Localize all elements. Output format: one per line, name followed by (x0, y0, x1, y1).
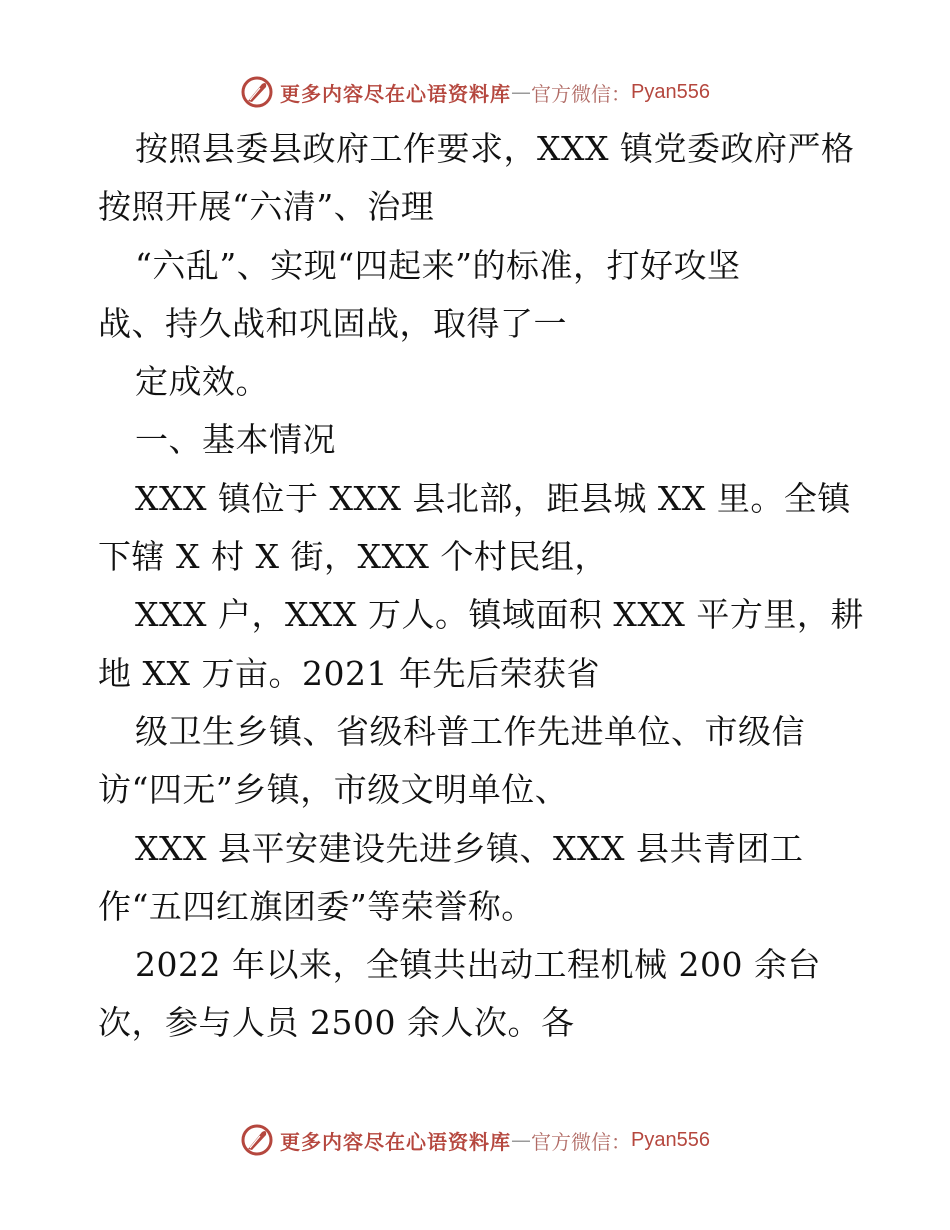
text-line: 战、持久战和巩固战，取得了一 (98, 303, 567, 343)
feather-pen-logo-icon (240, 1123, 274, 1157)
text-line: 级卫生乡镇、省级科普工作先进单位、市级信 (135, 711, 805, 751)
text-line: 访“四无”乡镇，市级文明单位、 (98, 770, 569, 810)
feather-pen-logo-icon (240, 75, 274, 109)
watermark-contact-label: 官方微信： (531, 81, 632, 106)
text-line: 次，参与人员 2500 余人次。各 (98, 1003, 575, 1043)
footer-watermark (0, 1120, 950, 1160)
text-line: XXX 镇位于 XXX 县北部，距县城 XX 里。全镇 (135, 478, 851, 518)
watermark-separator: — (511, 1128, 532, 1152)
watermark-contact-label: 官方微信： (531, 1129, 632, 1154)
text-line: XXX 县平安建设先进乡镇、XXX 县共青团工 (135, 828, 804, 868)
text-line: 下辖 X 村 X 街，XXX 个村民组， (98, 537, 608, 577)
text-line: XXX 户，XXX 万人。镇域面积 XXX 平方里，耕 (135, 595, 864, 635)
text-line: 2022 年以来，全镇共出动工程机械 200 余台 (135, 945, 821, 985)
text-line: 一、基本情况 (135, 420, 336, 460)
watermark-account: Pyan556 (631, 1128, 710, 1151)
text-line: “六乱”、实现“四起来”的标准，打好攻坚 (135, 245, 741, 285)
watermark-account: Pyan556 (631, 80, 710, 103)
text-line: 按照开展“六清”、治理 (98, 187, 435, 227)
text-line: 按照县委县政府工作要求，XXX 镇党委政府严格 (135, 129, 855, 168)
text-line: 作“五四红旗团委”等荣誉称。 (98, 886, 535, 926)
document-body (98, 120, 864, 1053)
text-line: 地 XX 万亩。2021 年先后荣获省 (98, 653, 600, 693)
watermark-main-text: 更多内容尽在心语资料库 (280, 81, 512, 106)
watermark-separator: — (511, 80, 532, 104)
header-watermark (0, 72, 950, 112)
watermark-main-text: 更多内容尽在心语资料库 (280, 1129, 512, 1154)
text-line: 定成效。 (135, 362, 269, 402)
